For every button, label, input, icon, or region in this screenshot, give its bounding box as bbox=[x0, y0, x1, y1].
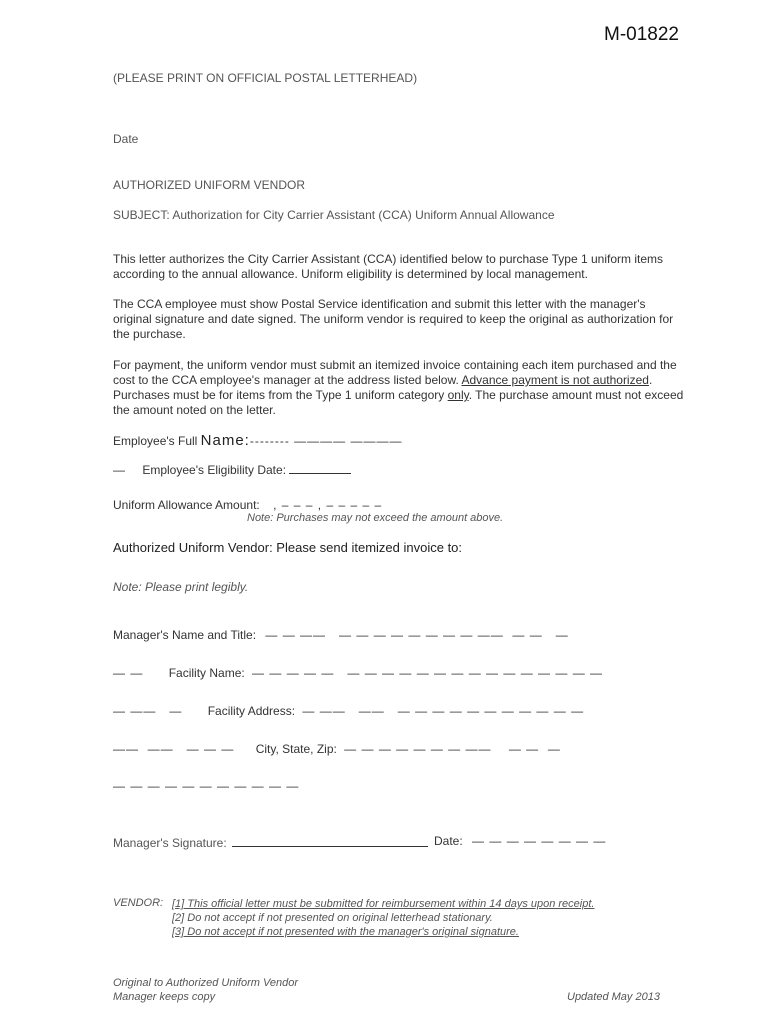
city-state-zip-blank[interactable]: — — — — — — — —— — — — bbox=[344, 742, 561, 756]
advance-payment-warning: Advance payment is not authorized bbox=[461, 373, 649, 387]
employee-name-label-large: Name: bbox=[200, 432, 250, 449]
vendor-heading: Authorized Uniform Vendor: Please send itemized invoice to: bbox=[113, 540, 463, 555]
payment-text-end: . The purchase amount must not exceed the amount noted on the letter. bbox=[113, 388, 684, 417]
addressee: AUTHORIZED UNIFORM VENDOR bbox=[113, 178, 305, 192]
manager-name-blank[interactable]: — — —— — — — — — — — — —— — — — bbox=[265, 628, 569, 642]
city-prefix: —— —— — — — bbox=[113, 742, 235, 756]
payment-text-start: For payment, the uniform vendor must submit an itemized invoice containing each item purchased and the cost to the CCA employee's manager at the address listed below. bbox=[113, 358, 677, 387]
letterhead-note: (PLEASE PRINT ON OFFICIAL POSTAL LETTERHEAD) bbox=[113, 71, 418, 85]
print-legibly-note: Note: Please print legibly. bbox=[113, 580, 249, 594]
employee-name-label: Employee's Full bbox=[113, 434, 201, 448]
form-id: M-01822 bbox=[604, 24, 679, 45]
footer-original-note: Original to Authorized Uniform Vendor bbox=[113, 977, 299, 989]
signature-date-blank[interactable]: — — — — — — — — bbox=[472, 834, 607, 848]
vendor-rule-1: [1] This official letter must be submitted for reimbursement within 14 days upon receipt. bbox=[172, 898, 595, 910]
date-label: Date bbox=[113, 132, 139, 146]
paragraph-authorization: This letter authorizes the City Carrier Assistant (CCA) identified below to purchase Type 1 uniform items according to the annual allowance. Uniform eligibility is determined by local management. bbox=[113, 252, 664, 281]
subject-line: SUBJECT: Authorization for City Carrier Assistant (CCA) Uniform Annual Allowance bbox=[113, 208, 555, 222]
facility-name-blank[interactable]: — — — — — — — — — — — — — — — — — — — — bbox=[252, 666, 604, 680]
vendor-rules-label: VENDOR: bbox=[113, 897, 164, 909]
eligibility-date-field bbox=[113, 463, 351, 478]
vendor-rules-list bbox=[172, 897, 594, 939]
facility-name-field bbox=[113, 666, 603, 681]
footer-updated: Updated May 2013 bbox=[567, 991, 660, 1003]
manager-signature-field bbox=[113, 836, 428, 851]
eligibility-date-label: Employee's Eligibility Date: bbox=[142, 463, 287, 477]
footer-copy-note: Manager keeps copy bbox=[113, 991, 216, 1003]
facility-address-prefix: — —— — bbox=[113, 704, 183, 718]
facility-name-prefix: — — bbox=[113, 666, 144, 680]
city-state-zip-label: City, State, Zip: bbox=[255, 742, 337, 756]
address-extra-line[interactable]: — — — — — — — — — — — bbox=[113, 779, 300, 793]
paragraph-identification: The CCA employee must show Postal Service identification and submit this letter with the manager's original signature and date signed. The uniform vendor is required to keep the original as authorization for the purchase. bbox=[113, 297, 674, 341]
eligibility-dash: — bbox=[113, 463, 125, 477]
only-emphasis: only bbox=[447, 388, 469, 402]
manager-signature-label: Manager's Signature: bbox=[113, 836, 227, 850]
facility-name-label: Facility Name: bbox=[168, 666, 245, 680]
vendor-rule-3: [3] Do not accept if not presented with the manager's original signature. bbox=[172, 926, 519, 938]
payment-text-mid: . Purchases must be for items from the Type 1 uniform category bbox=[113, 373, 653, 402]
vendor-rule-2: [2] Do not accept if not presented on original letterhead stationary. bbox=[172, 912, 493, 924]
employee-name-blank[interactable]: -------- ———— ———— bbox=[249, 434, 403, 448]
eligibility-date-blank[interactable] bbox=[289, 473, 351, 474]
facility-address-field bbox=[113, 704, 584, 719]
city-state-zip-field bbox=[113, 742, 561, 757]
manager-signature-blank[interactable] bbox=[232, 846, 428, 847]
manager-name-label: Manager's Name and Title: bbox=[113, 628, 257, 642]
facility-address-label: Facility Address: bbox=[207, 704, 296, 718]
allowance-amount-field bbox=[113, 498, 382, 513]
signature-date-label: Date: bbox=[434, 834, 463, 848]
facility-address-blank[interactable]: — —— —— — — — — — — — — — — — bbox=[302, 704, 585, 718]
allowance-amount-label: Uniform Allowance Amount: bbox=[113, 498, 260, 512]
allowance-amount-blank[interactable]: , – – – , – – – – – bbox=[273, 498, 383, 512]
manager-name-field bbox=[113, 628, 569, 643]
employee-name-field bbox=[113, 433, 402, 449]
allowance-note: Note: Purchases may not exceed the amount above. bbox=[247, 512, 504, 524]
signature-date-field bbox=[434, 834, 606, 849]
paragraph-payment bbox=[113, 358, 688, 418]
